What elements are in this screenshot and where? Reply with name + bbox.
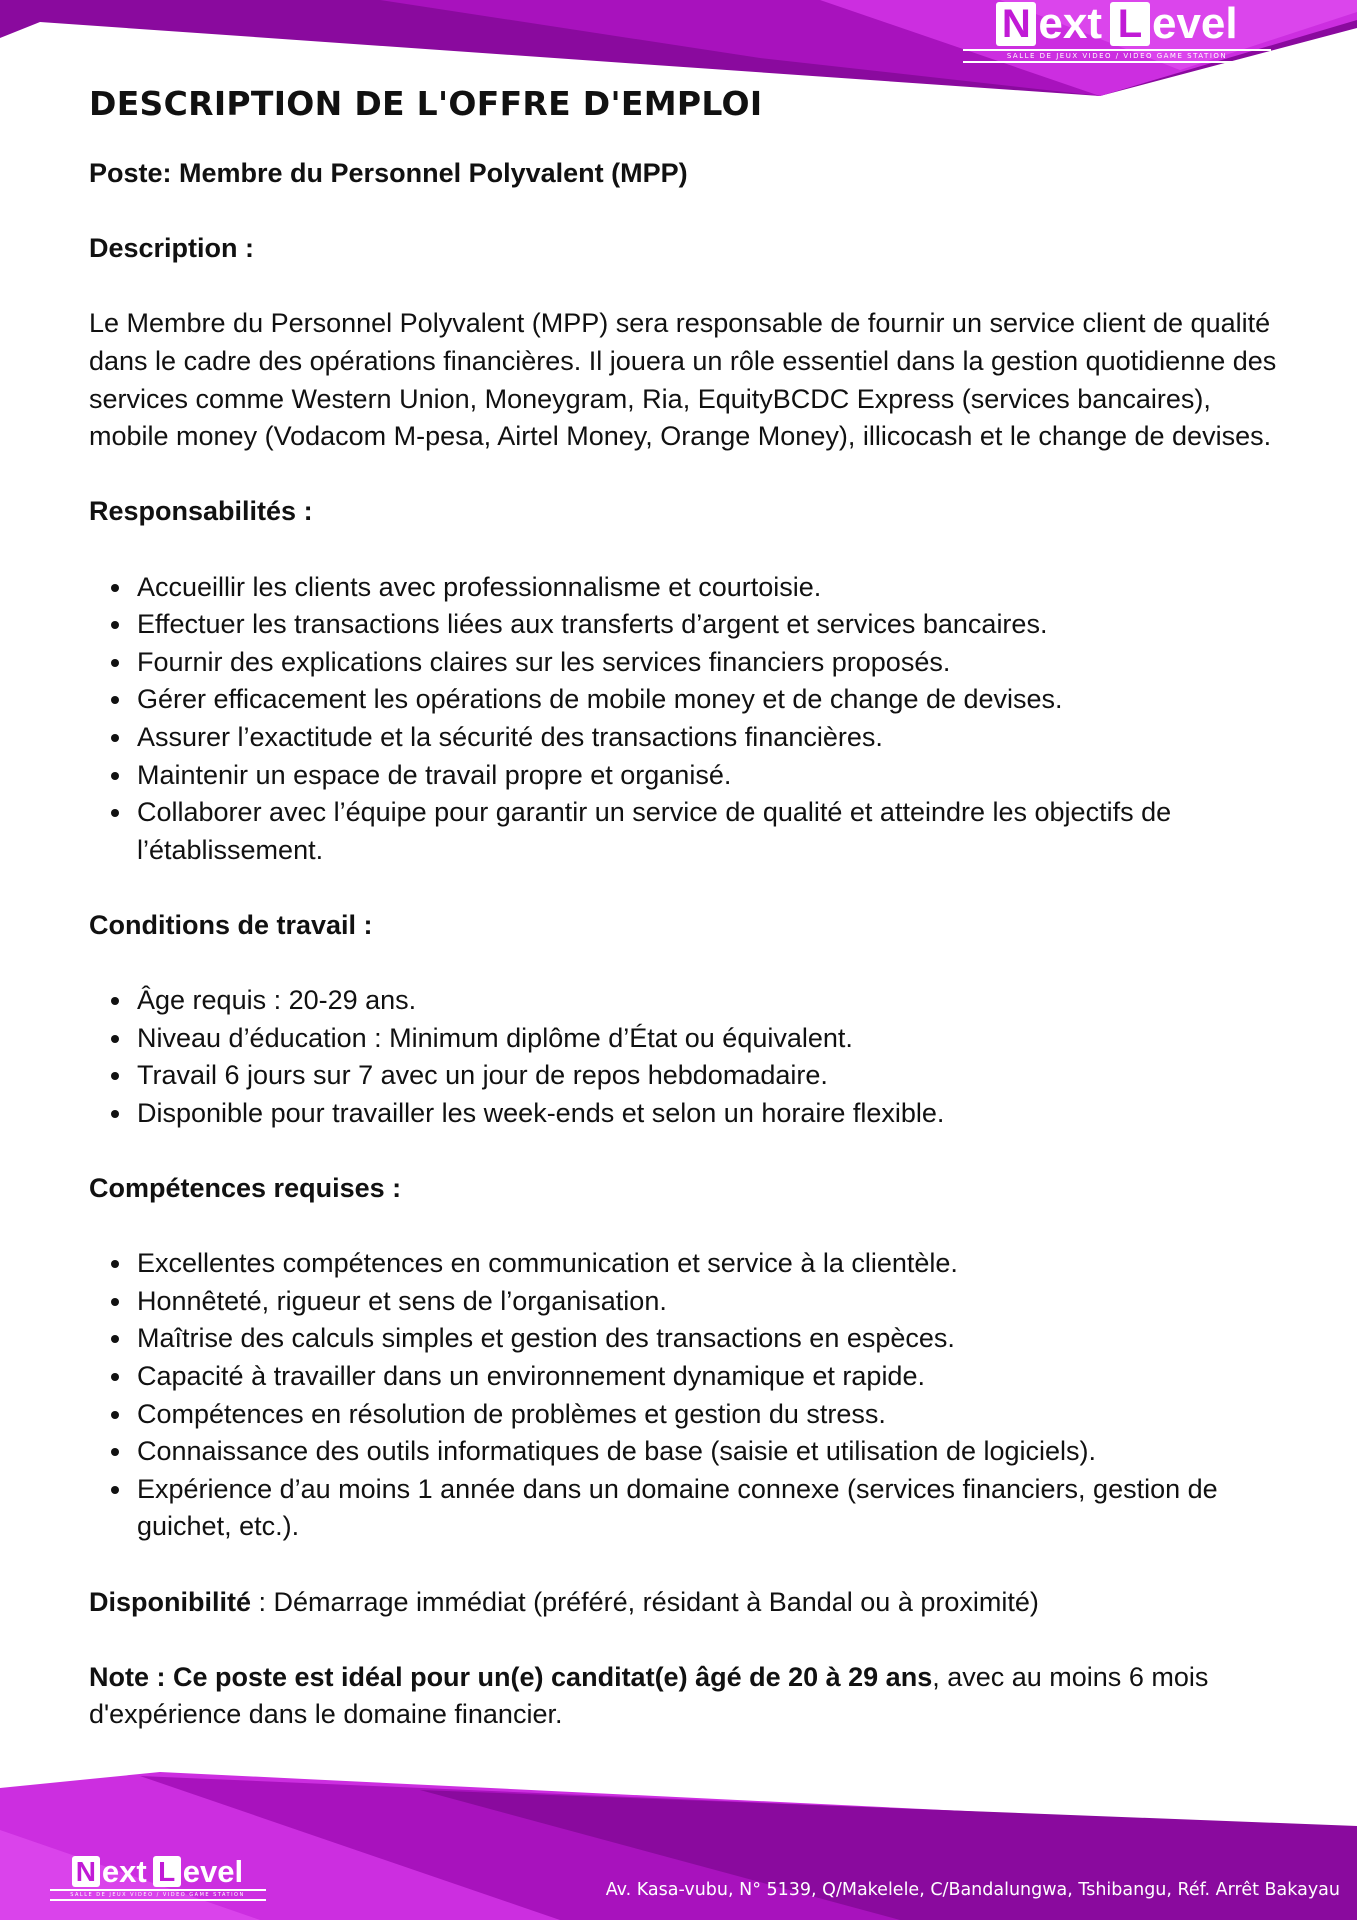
page-title: DESCRIPTION DE L'OFFRE D'EMPLOI (89, 84, 763, 123)
list-item: Collaborer avec l’équipe pour garantir un service de qualité et atteindre les objectifs de l’établissement. (137, 794, 1284, 869)
conditions-list (89, 982, 1284, 1132)
responsibilities-list (89, 569, 1284, 870)
note-paragraph (89, 1659, 1284, 1734)
footer-address: Av. Kasa-vubu, N° 5139, Q/Makelele, C/Bandalungwa, Tshibangu, Réf. Arrêt Bakayau (605, 1880, 1340, 1900)
list-item: Accueillir les clients avec professionnalisme et courtoisie. (137, 569, 1284, 607)
availability-text: : Démarrage immédiat (préféré, résidant à Bandal ou à proximité) (251, 1586, 1039, 1617)
availability-label: Disponibilité (89, 1586, 251, 1617)
list-item: Maintenir un espace de travail propre et organisé. (137, 757, 1284, 795)
logo-text-ext: ext (101, 1854, 147, 1889)
responsibilities-heading: Responsabilités : (89, 496, 313, 527)
list-item: Honnêteté, rigueur et sens de l’organisation. (137, 1283, 1284, 1321)
availability-paragraph (89, 1584, 1284, 1622)
next-level-logo-footer (50, 1856, 265, 1901)
logo-text-evel: evel (182, 1854, 244, 1889)
logo-letter-l: L (1110, 2, 1150, 46)
logo-letter-l: L (153, 1856, 181, 1887)
next-level-logo (962, 2, 1272, 63)
list-item: Capacité à travailler dans un environnement dynamique et rapide. (137, 1358, 1284, 1396)
list-item: Gérer efficacement les opérations de mobile money et de change de devises. (137, 681, 1284, 719)
note-bold-text: Note : Ce poste est idéal pour un(e) canditat(e) âgé de 20 à 29 ans (89, 1661, 933, 1692)
list-item: Fournir des explications claires sur les services financiers proposés. (137, 644, 1284, 682)
list-item: Travail 6 jours sur 7 avec un jour de repos hebdomadaire. (137, 1057, 1284, 1095)
list-item: Maîtrise des calculs simples et gestion des transactions en espèces. (137, 1320, 1284, 1358)
list-item: Âge requis : 20-29 ans. (137, 982, 1284, 1020)
list-item: Compétences en résolution de problèmes et gestion du stress. (137, 1396, 1284, 1434)
logo-text-ext: ext (1038, 0, 1102, 48)
list-item: Disponible pour travailler les week-ends et selon un horaire flexible. (137, 1095, 1284, 1133)
job-position: Poste: Membre du Personnel Polyvalent (MPP) (89, 158, 688, 188)
document-body (89, 155, 1284, 1734)
logo-wordmark (996, 2, 1237, 46)
note-text: , avec au moins 6 mois d'expérience dans le domaine financier. (89, 1661, 1209, 1730)
list-item: Effectuer les transactions liées aux transferts d’argent et services bancaires. (137, 606, 1284, 644)
list-item: Assurer l’exactitude et la sécurité des transactions financières. (137, 719, 1284, 757)
logo-tagline: SALLE DE JEUX VIDEO / VIDEO GAME STATION (963, 49, 1271, 63)
job-offer-content (89, 82, 1284, 1772)
logo-tagline: SALLE DE JEUX VIDEO / VIDEO GAME STATION (50, 1889, 266, 1901)
skills-heading: Compétences requises : (89, 1173, 402, 1204)
list-item: Connaissance des outils informatiques de base (saisie et utilisation de logiciels). (137, 1433, 1284, 1471)
logo-text-evel: evel (1151, 0, 1238, 48)
list-item: Niveau d’éducation : Minimum diplôme d’État ou équivalent. (137, 1020, 1284, 1058)
skills-list (89, 1245, 1284, 1546)
list-item: Expérience d’au moins 1 année dans un domaine connexe (services financiers, gestion de guichet, etc.). (137, 1471, 1284, 1546)
conditions-heading: Conditions de travail : (89, 909, 373, 940)
logo-letter-n: N (72, 1856, 100, 1887)
list-item: Excellentes compétences en communication et service à la clientèle. (137, 1245, 1284, 1283)
logo-letter-n: N (996, 2, 1036, 46)
description-paragraph: Le Membre du Personnel Polyvalent (MPP) sera responsable de fournir un service client de qualité dans le cadre des opérations financières. Il jouera un rôle essentiel dans la gestion quotidienne des services comme Western Union, Moneygram, Ria, EquityBCDC Express (services bancaires), mobile money (Vodacom M-pesa, Airtel Money, Orange Money), illicocash et le change de devises. (89, 308, 1277, 452)
logo-wordmark (72, 1856, 243, 1887)
description-heading: Description : (89, 233, 255, 264)
